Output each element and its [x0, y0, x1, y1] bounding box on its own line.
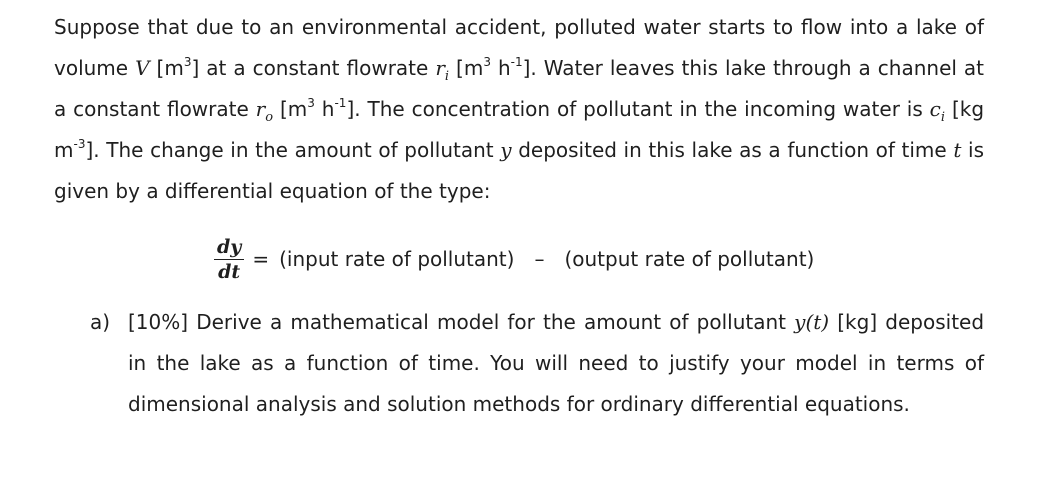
- intro-text: Suppose that due to an environmental accident, polluted water starts to flow into a lake of volume: [54, 15, 984, 80]
- subscript-i: i: [444, 69, 450, 84]
- fraction-numerator: dy: [214, 236, 244, 260]
- function-text: deposited in this lake as a function of time: [518, 138, 947, 162]
- subscript-i: i: [940, 110, 946, 125]
- question-body: [128, 302, 984, 425]
- flowrate-symbol: r: [255, 97, 266, 121]
- question-a: [90, 302, 984, 425]
- question-weight: [10%]: [128, 310, 189, 334]
- exponent: -1: [334, 96, 347, 110]
- flowrate-unit: [m: [279, 97, 308, 121]
- pollutant-function-symbol: y(t): [794, 310, 830, 334]
- exponent: 3: [307, 96, 315, 110]
- equation-intro-text: is given by a differential equation of the type:: [54, 138, 985, 203]
- bracket: ].: [346, 97, 361, 121]
- fraction-denominator: dt: [218, 260, 241, 283]
- exponent: 3: [483, 55, 491, 69]
- exponent: -1: [510, 55, 523, 69]
- exponent: 3: [183, 55, 192, 69]
- flow-out-text: Water leaves this lake through a channel at a constant flowrate: [54, 56, 985, 121]
- flow-in-text: at a constant flowrate: [206, 56, 429, 80]
- input-rate-term: (input rate of pollutant): [279, 247, 515, 271]
- exponent: -3: [73, 137, 86, 151]
- bracket: ].: [85, 138, 100, 162]
- time-symbol: t: [953, 138, 962, 162]
- question-text: Derive a mathematical model for the amount of pollutant: [196, 310, 787, 334]
- hour-unit: h: [321, 97, 335, 121]
- concentration-symbol: c: [929, 97, 941, 121]
- pollutant-symbol: y: [500, 138, 512, 162]
- volume-unit: [m: [156, 56, 184, 80]
- concentration-text: The concentration of pollutant in the incoming water is: [367, 97, 923, 121]
- subscript-o: o: [265, 110, 274, 125]
- output-rate-term: (output rate of pollutant): [564, 247, 815, 271]
- concentration-unit: [kg m: [54, 97, 985, 162]
- hour-unit: h: [497, 56, 511, 80]
- problem-paragraph: [54, 7, 984, 212]
- change-text: The change in the amount of pollutant: [106, 138, 494, 162]
- flowrate-symbol: r: [435, 56, 445, 80]
- derivative-fraction: [214, 236, 244, 283]
- differential-equation: [214, 232, 814, 286]
- bracket: ]: [191, 56, 200, 80]
- question-text-continued: deposited in the lake as a function of time. You will need to justify your model in terms of dimensional analysis and solution methods for ordinary differential equations.: [128, 310, 985, 416]
- kg-unit: [kg]: [837, 310, 878, 334]
- minus-sign: –: [534, 247, 545, 271]
- question-label: a): [90, 310, 111, 334]
- bracket: ].: [522, 56, 537, 80]
- equals-sign: =: [252, 247, 270, 271]
- volume-symbol: V: [135, 56, 150, 80]
- flowrate-unit: [m: [456, 56, 484, 80]
